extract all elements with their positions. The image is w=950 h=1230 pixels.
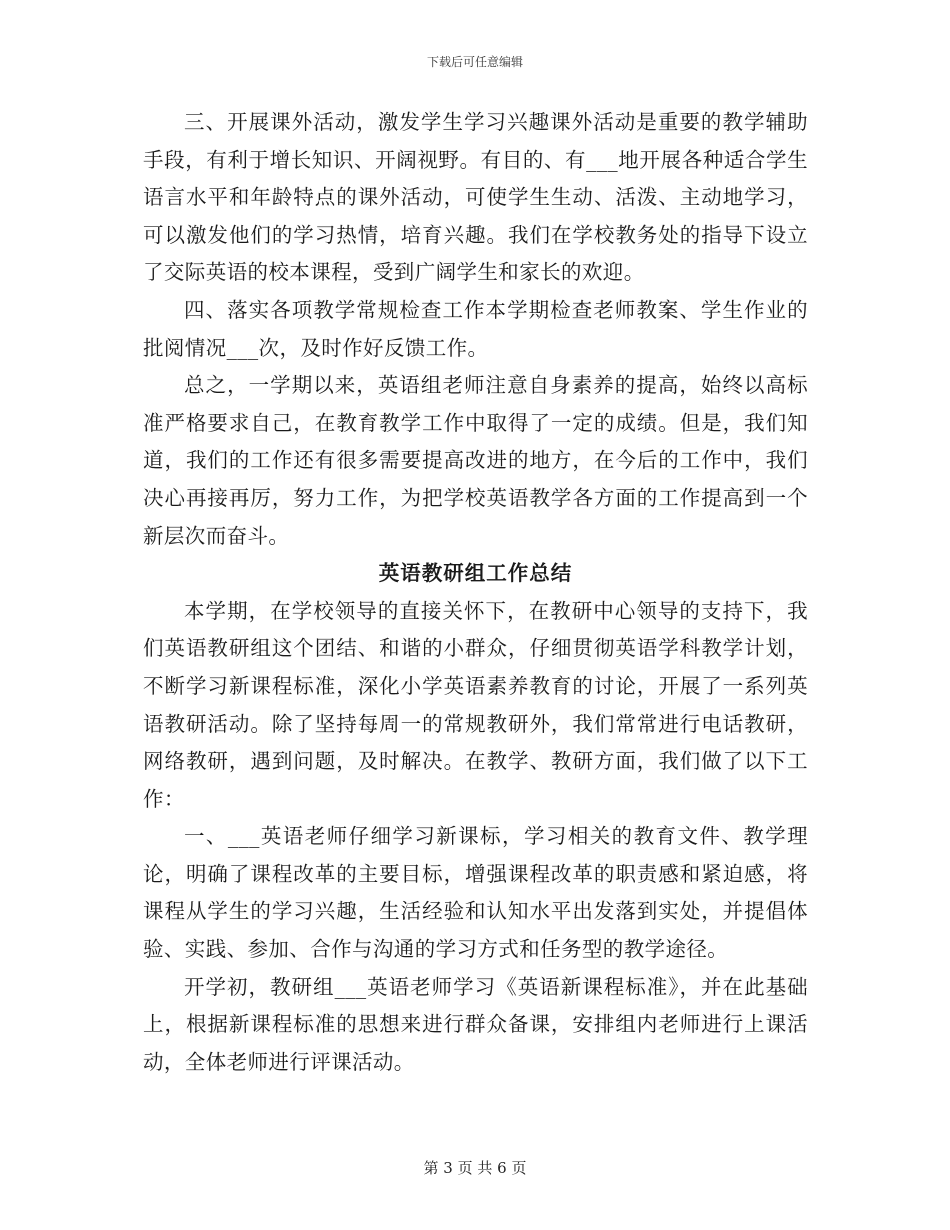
paragraph-semester-start: 开学初，教研组___英语老师学习《英语新课程标准》，并在此基础上，根据新课程标准的思想来进行群众备课，安排组内老师进行上课活动，全体老师进行评课活动。 <box>143 974 808 1074</box>
document-body <box>143 104 808 1081</box>
paragraph-summary: 总之，一学期以来，英语组老师注意自身素养的提高，始终以高标准严格要求自己，在教育教学工作中取得了一定的成绩。但是，我们知道，我们的工作还有很多需要提高改进的地方，在今后的工作中，我们决心再接再厉，努力工作，为把学校英语教学各方面的工作提高到一个新层次而奋斗。 <box>143 373 808 548</box>
paragraph-routine-checks: 四、落实各项教学常规检查工作本学期检查老师教案、学生作业的批阅情况___次，及时作好反馈工作。 <box>143 297 808 360</box>
section-title: 英语教研组工作总结 <box>378 561 573 586</box>
page-header: 下载后可任意编辑 <box>426 55 523 69</box>
paragraph-extracurricular: 三、开展课外活动，激发学生学习兴趣课外活动是重要的教学辅助手段，有利于增长知识、开阔视野。有目的、有___地开展各种适合学生语言水平和年龄特点的课外活动，可使学生生动、活泼、主动地学习，可以激发他们的学习热情，培育兴趣。我们在学校教务处的指导下设立了交际英语的校本课程，受到广阔学生和家长的欢迎。 <box>143 110 808 285</box>
page-number: 第 3 页 共 6 页 <box>423 1159 527 1177</box>
paragraph-curriculum-study: 一、___英语老师仔细学习新课标，学习相关的教育文件、教学理论，明确了课程改革的主要目标，增强课程改革的职责感和紧迫感，将课程从学生的学习兴趣，生活经验和认知水平出发落到实处，并提倡体验、实践、参加、合作与沟通的学习方式和任务型的教学途径。 <box>143 824 808 962</box>
paragraph-intro: 本学期，在学校领导的直接关怀下，在教研中心领导的支持下，我们英语教研组这个团结、和谐的小群众，仔细贯彻英语学科教学计划，不断学习新课程标准，深化小学英语素养教育的讨论，开展了一系列英语教研活动。除了坚持每周一的常规教研外，我们常常进行电话教研，网络教研，遇到问题，及时解决。在教学、教研方面，我们做了以下工作： <box>143 598 808 811</box>
